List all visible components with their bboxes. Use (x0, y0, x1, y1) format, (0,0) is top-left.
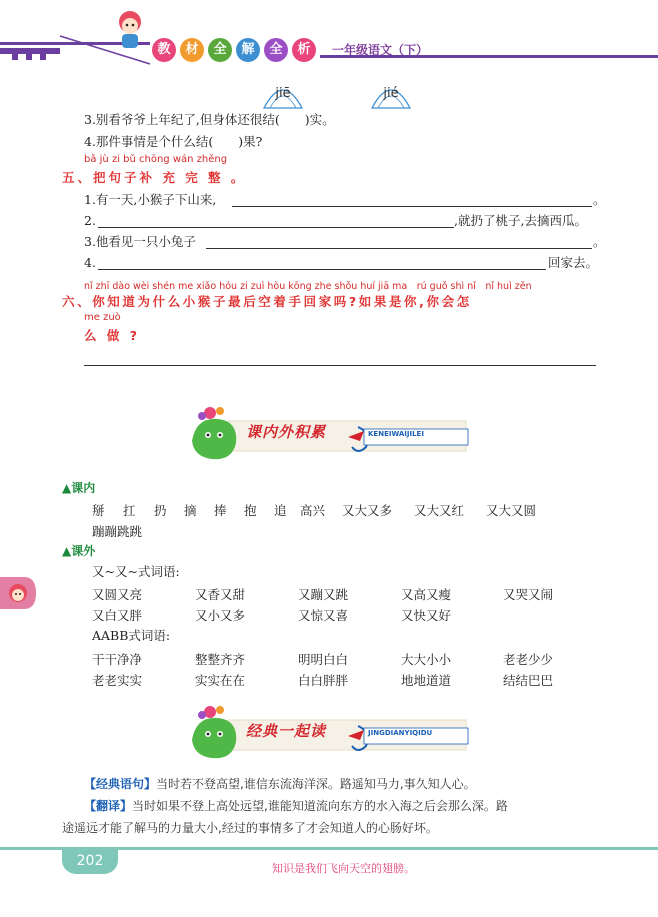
word: 又香又甜 (195, 587, 246, 602)
word: 捧 (214, 503, 227, 518)
pinyin-option: jiē (275, 86, 291, 101)
word: 又大又圆 (486, 503, 537, 518)
grade-label: 一年级语文（下） (332, 43, 429, 57)
word: 蹦蹦跳跳 (92, 524, 143, 539)
banner-subtitle: JINGDIANYIQIDU (368, 729, 433, 737)
section6-pinyin2: me zuò (84, 312, 121, 323)
word: 结结巴巴 (503, 673, 554, 688)
banner-graphic (188, 706, 478, 762)
answer-line[interactable] (232, 206, 592, 207)
word: 老老实实 (92, 673, 143, 688)
s5-item4-prefix: 4. (84, 255, 96, 270)
banner-title: 经典一起读 (246, 722, 327, 740)
word: 地地道道 (401, 673, 452, 688)
word: 整整齐齐 (195, 652, 246, 667)
title-char: 析 (292, 38, 316, 62)
header-band (0, 28, 658, 68)
banner-subtitle: KENEIWAIJILEI (368, 430, 424, 438)
exercise-line: 4.那件事情是个什么结( )果? (84, 134, 263, 149)
word: 摘 (184, 503, 197, 518)
word: 抱 (244, 503, 257, 518)
word: 白白胖胖 (298, 673, 349, 688)
word: 明明白白 (298, 652, 349, 667)
classic-quote (84, 774, 476, 794)
s5-item2-suffix: ,就扔了桃子,去摘西瓜。 (454, 213, 587, 228)
pinyin-option-shell (260, 78, 306, 112)
word: 干干净净 (92, 652, 143, 667)
section6-heading: 六、你知道为什么小猴子最后空着手回家吗?如果是你,你会怎 (62, 294, 472, 309)
word: 扛 (123, 503, 136, 518)
word: 又蹦又跳 (298, 587, 349, 602)
section6-pinyin: nǐ zhī dào wèi shén me xiǎo hóu zi zuì hòu kōng zhe shǒu huí jiā ma rú guǒ shì nǐ nǐ huì zěn (84, 281, 532, 292)
pattern1-title: 又~又~式词语: (92, 564, 180, 579)
mascot-icon (112, 8, 148, 52)
answer-line[interactable] (206, 248, 592, 249)
banner-title: 课内外积累 (246, 423, 327, 441)
classic-text: 当时若不登高望,谁信东流海洋深。路遥知马力,事久知人心。 (156, 777, 476, 791)
answer-line[interactable] (98, 227, 454, 228)
word: 掰 (92, 503, 105, 518)
word: 又高又瘦 (401, 587, 452, 602)
word: 又大又多 (342, 503, 393, 518)
side-tab-icon (0, 577, 36, 609)
title-char: 材 (180, 38, 204, 62)
classic-translation-cont: 途遥远才能了解马的力量大小,经过的事情多了才会知道人的心肠好坏。 (62, 821, 438, 835)
word: 又哭又闹 (503, 587, 554, 602)
section5-pinyin: bǎ jù zi bǔ chōng wán zhěng (84, 154, 228, 165)
word: 高兴 (300, 503, 326, 518)
word: 又白又胖 (92, 608, 143, 623)
banner-graphic (188, 407, 478, 463)
kenei-label: ▲课内 (62, 481, 96, 495)
word: 又大又红 (414, 503, 465, 518)
footer-motto: 知识是我们飞向天空的翅膀。 (272, 862, 415, 875)
s5-item4-suffix: 回家去。 (548, 255, 599, 270)
classic-text: 当时如果不登上高处远望,谁能知道流向东方的水入海之后会那么深。路 (132, 799, 508, 813)
title-char: 全 (264, 38, 288, 62)
section6-heading2: 么 做 ? (84, 328, 140, 343)
answer-line[interactable] (98, 269, 546, 270)
s5-item1-suffix: 。 (593, 192, 606, 207)
s5-item3-prefix: 3.他看见一只小兔子 (84, 234, 196, 249)
banner-accumulation (188, 407, 478, 463)
title-char: 解 (236, 38, 260, 62)
classic-tag: 【经典语句】 (84, 777, 157, 791)
page-number: 202 (62, 850, 118, 874)
word: 又小又多 (195, 608, 246, 623)
word: 实实在在 (195, 673, 246, 688)
word: 又惊又喜 (298, 608, 349, 623)
s5-item1-prefix: 1.有一天,小猴子下山来, (84, 192, 217, 207)
kewai-label: ▲课外 (62, 544, 96, 558)
word: 又快又好 (401, 608, 452, 623)
pinyin-option-shell (368, 78, 414, 112)
word: 扔 (154, 503, 167, 518)
pinyin-option: jié (383, 86, 399, 101)
classic-translation (84, 796, 508, 816)
banner-classic (188, 706, 478, 762)
s5-item2-prefix: 2. (84, 213, 96, 228)
title-char: 全 (208, 38, 232, 62)
exercise-line: 3.别看爷爷上年纪了,但身体还很结( )实。 (84, 112, 335, 127)
word: 追 (274, 503, 287, 518)
section5-heading: 五、把句子补 充 完 整 。 (62, 170, 247, 185)
word: 大大小小 (401, 652, 452, 667)
answer-line[interactable] (84, 365, 596, 366)
classic-tag: 【翻译】 (84, 799, 133, 813)
word: 又圆又亮 (92, 587, 143, 602)
pattern2-title: AABB式词语: (92, 628, 171, 643)
header-decoration (0, 28, 658, 68)
s5-item3-suffix: 。 (593, 234, 606, 249)
title-char: 教 (152, 38, 176, 62)
word: 老老少少 (503, 652, 554, 667)
